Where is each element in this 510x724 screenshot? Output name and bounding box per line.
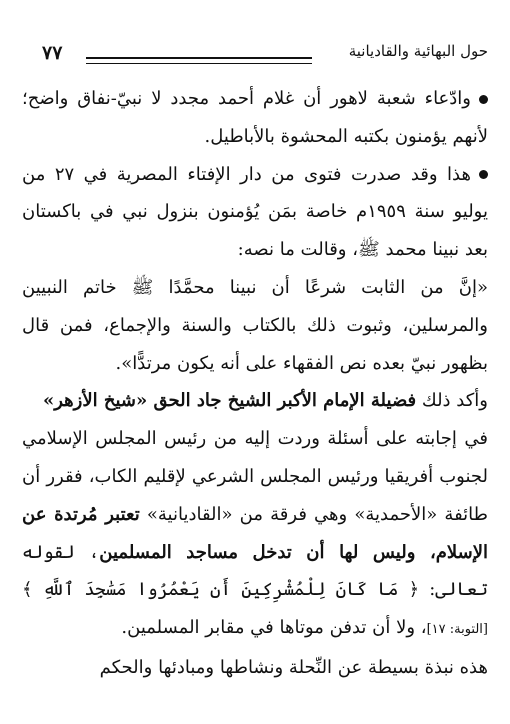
paragraph-summary [22,649,488,687]
page-number: ٧٧ [42,42,63,64]
ruling-emphasis: تعتبر مُرتدة عن الإسلام، وليس لها أن تدخل مساجد المسلمين [22,503,488,563]
paragraph-fatwa [22,156,488,269]
paragraph-text: في إجابته على أسئلة وردت إليه من رئيس المجلس الإسلامي لجنوب أفريقيا ورئيس المجلس الشرعي لإقليم الكاب، فقرر أن طائفة «الأحمدية» وهي فرقة من «القاديانية» [22,428,488,525]
paragraph-text: ، ولا أن تدفن موتاها في مقابر المسلمين. [121,617,427,639]
verse-reference: [التوبة: ١٧] [426,622,488,638]
running-title: حول البهائية والقاديانية [348,42,488,60]
verse-text: ، لقوله تعالى: ﴿ مَا كَانَ لِلْمُشْرِكِينَ أَن يَعْمُرُوا مَسَٰجِدَ ٱللَّهِ ﴾ [22,541,488,601]
fatwa-quote [22,269,488,382]
paragraph-lahore [22,80,488,156]
paragraph-text: هذه نبذة بسيطة عن النِّحلة ونشاطها ومبادئها والحكم [99,656,488,678]
page-body [22,80,488,687]
page-header [22,24,488,66]
paragraph-text: وأكد ذلك [416,390,488,412]
paragraph-text: هذا وقد صدرت فتوى من دار الإفتاء المصرية في ٢٧ من يوليو سنة ١٩٥٩م خاصة بمَن يُؤمنون بنزول نبي في باكستان بعد نبينا محمد ﷺ، وقالت ما نصه: [22,163,488,261]
bullet-icon [479,95,488,104]
paragraph-text: وادّعاء شعبة لاهور أن غلام أحمد مجدد لا نبيّ-نفاق واضح؛ لأنهم يؤمنون بكتبه المحشوة بالأباطيل. [22,88,488,147]
bullet-icon [479,170,488,179]
sheikh-name: فضيلة الإمام الأكبر الشيخ جاد الحق «شيخ الأزهر» [42,390,417,412]
paragraph-azhar [22,382,488,420]
paragraph-ahmadiyya [22,420,488,649]
quote-text: «إنَّ من الثابت شرعًا أن نبينا محمَّدًا ﷺ خاتم النبيين والمرسلين، وثبوت ذلك بالكتاب والسنة والإجماع، فمن قال بظهور نبيّ بعده نص الفقهاء على أنه يكون مرتدًّا». [22,276,488,374]
header-divider [86,57,312,64]
